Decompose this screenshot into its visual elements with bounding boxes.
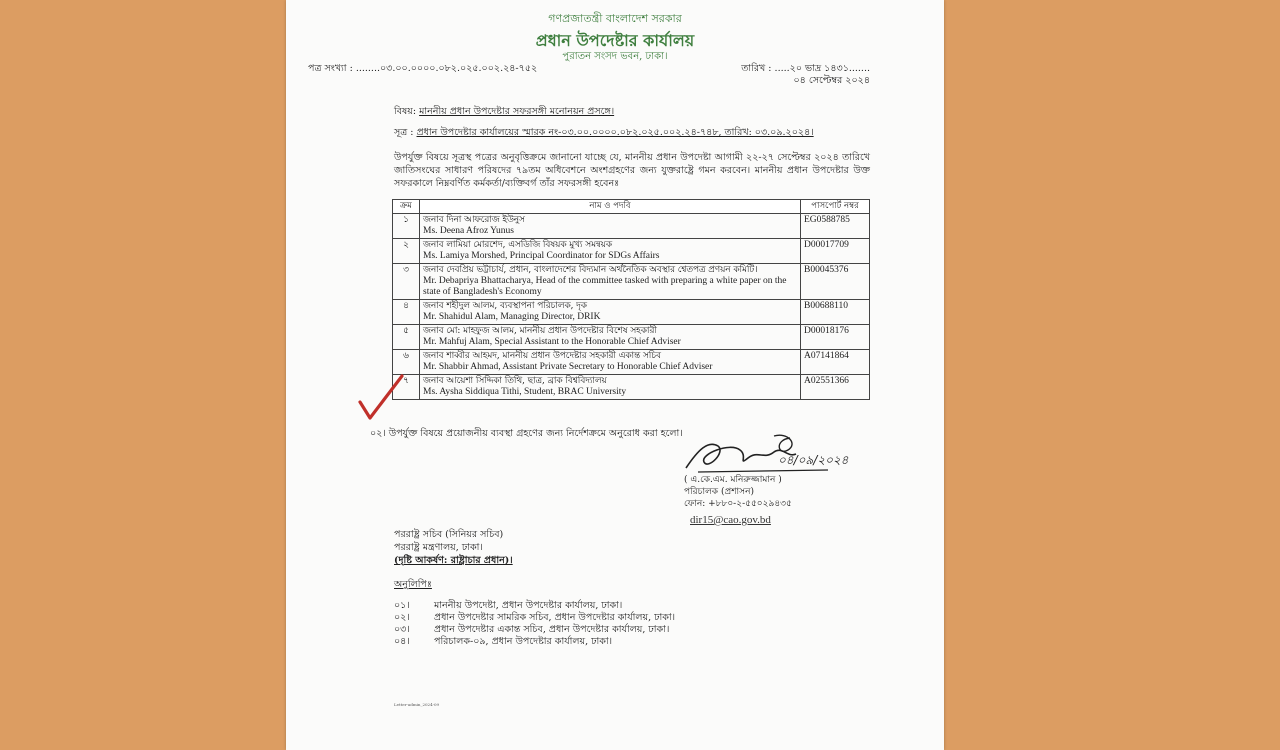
row-passport: B00045376 (801, 264, 870, 300)
row-serial: ৫ (393, 325, 420, 350)
row-passport: EG0588785 (801, 214, 870, 239)
row-name (420, 239, 801, 264)
table-row (393, 325, 870, 350)
signatory-block (684, 474, 792, 510)
document-page (286, 0, 944, 750)
reference-text: প্রধান উপদেষ্টার কার্যালয়ের স্মারক নং-০৩.০০.০০০০.০৮২.০২৫.০০২.২৪-৭৪৮, তারিখ: ০৩.০৯.২০২৪। (416, 127, 814, 138)
memo-label: পত্র সংখ্যা : (308, 63, 353, 74)
reference-label: সূত্র : (394, 127, 414, 138)
name-bangla: জনাব দেবপ্রিয় ভট্টাচার্য, প্রধান, বাংলাদেশের বিদ্যমান অর্থনৈতিক অবস্থার শ্বেতপত্র প্রণয়ন কমিটি। (423, 265, 758, 275)
name-english: Ms. Deena Afroz Yunus (423, 226, 514, 236)
office-name: প্রধান উপদেষ্টার কার্যালয় (535, 31, 695, 50)
copy-text: প্রধান উপদেষ্টার সামরিক সচিব, প্রধান উপদেষ্টার কার্যালয়, ঢাকা। (434, 612, 676, 623)
memo-date (741, 63, 870, 87)
row-serial: ৬ (393, 350, 420, 375)
table-row (393, 350, 870, 375)
name-english: Mr. Debapriya Bhattacharya, Head of the committee tasked with preparing a white paper on the state of Bangladesh's Economy (423, 276, 787, 297)
row-passport: B00688110 (801, 300, 870, 325)
table-row (393, 300, 870, 325)
date-bangla: .....২০ ভাদ্র ১৪৩১....... (774, 63, 870, 74)
list-item (394, 636, 675, 648)
row-name (420, 325, 801, 350)
row-serial: ৭ (393, 375, 420, 400)
paragraph-number: ০২। (370, 428, 386, 439)
name-english: Mr. Shabbir Ahmad, Assistant Private Secretary to Honorable Chief Adviser (423, 362, 713, 372)
signatory-phone: ফোন: +৮৮০-২-৫৫০২৯৪৩৫ (684, 499, 792, 509)
name-english: Ms. Lamiya Morshed, Principal Coordinator for SDGs Affairs (423, 251, 660, 261)
row-passport: D00017709 (801, 239, 870, 264)
red-tick-mark (356, 372, 406, 422)
name-bangla: জনাব আয়েশা সিদ্দিকা তিথি, ছাত্র, ব্রাক বিশ্ববিদ্যালয় (423, 376, 607, 386)
request-paragraph (370, 428, 683, 440)
name-bangla: জনাব শহীদুল আলম, ব্যবস্থাপনা পরিচালক, দৃক (423, 301, 587, 311)
paragraph-text: উপর্যুক্ত বিষয়ে প্রয়োজনীয় ব্যবস্থা গ্রহণের জন্য নির্দেশক্রমে অনুরোধ করা হলো। (388, 428, 683, 439)
copies-list (394, 600, 675, 648)
government-name: গণপ্রজাতন্ত্রী বাংলাদেশ সরকার (548, 12, 682, 25)
header-serial: ক্রম (393, 200, 420, 214)
name-bangla: জনাব লামিয়া মোরশেদ, এসডিজি বিষয়ক মুখ্য সমন্বয়ক (423, 240, 612, 250)
copy-number: ০১। (394, 600, 410, 611)
reference-line (394, 127, 814, 139)
memo-value: ........০৩.০০.০০০০.০৮২.০২৫.০০২.২৪-৭৫২ (355, 63, 538, 74)
subject-text: মাননীয় প্রধান উপদেষ্টার সফরসঙ্গী মনোনয়ন প্রসঙ্গে। (419, 106, 615, 117)
handwritten-signature (678, 430, 858, 480)
signatory-name: ( এ.কে.এম. মনিরুজ্জামান ) (684, 475, 782, 485)
list-item (394, 612, 675, 624)
table-header-row (393, 200, 870, 214)
name-bangla: জনাব শাব্বীর আহমদ, মাননীয় প্রধান উপদেষ্টার সহকারী একান্ত সচিব (423, 351, 661, 361)
list-item (394, 600, 675, 612)
addressee-line: পররাষ্ট্র সচিব (সিনিয়র সচিব) (394, 529, 504, 540)
table-row (393, 375, 870, 400)
table-row (393, 239, 870, 264)
name-english: Mr. Mahfuj Alam, Special Assistant to the Honorable Chief Adviser (423, 337, 681, 347)
copy-text: মাননীয় উপদেষ্টা, প্রধান উপদেষ্টার কার্যালয়, ঢাকা। (434, 600, 623, 611)
subject-label: বিষয়: (394, 106, 417, 117)
row-serial: ২ (393, 239, 420, 264)
copy-number: ০২। (394, 612, 410, 623)
name-bangla: জনাব মো: মাহফুজ আলম, মাননীয় প্রধান উপদেষ্টার বিশেষ সহকারী (423, 326, 657, 336)
delegation-table (392, 199, 870, 400)
date-label: তারিখ : (741, 63, 772, 74)
signatory-title: পরিচালক (প্রশাসন) (684, 487, 754, 497)
row-passport: A02551366 (801, 375, 870, 400)
name-bangla: জনাব দিনা আফরোজ ইউনুস (423, 215, 525, 225)
row-serial: ৩ (393, 264, 420, 300)
copy-number: ০৩। (394, 624, 410, 635)
addressee-block (394, 528, 513, 567)
signature-date: ০৪/০৯/২০২৪ (778, 453, 849, 467)
row-name (420, 214, 801, 239)
office-address: পুরাতন সংসদ ভবন, ঢাকা। (562, 51, 668, 62)
row-name (420, 350, 801, 375)
name-english: Mr. Shahidul Alam, Managing Director, DRIK (423, 312, 601, 322)
header-name: নাম ও পদবি (420, 200, 801, 214)
table-row (393, 264, 870, 300)
row-passport: D00018176 (801, 325, 870, 350)
copy-text: প্রধান উপদেষ্টার একান্ত সচিব, প্রধান উপদেষ্টার কার্যালয়, ঢাকা। (434, 624, 670, 635)
footer-code: Letter-admin_2024-09 (394, 702, 440, 707)
row-passport: A07141864 (801, 350, 870, 375)
table-row (393, 214, 870, 239)
row-serial: ১ (393, 214, 420, 239)
copy-text: পরিচালক-০৯, প্রধান উপদেষ্টার কার্যালয়, ঢাকা। (434, 636, 613, 647)
signatory-email: dir15@cao.gov.bd (690, 514, 771, 526)
row-serial: ৪ (393, 300, 420, 325)
body-paragraph: উপর্যুক্ত বিষয়ে সূত্রস্থ পত্রের অনুবৃত্তিক্রমে জানানো যাচ্ছে যে, মাননীয় প্রধান উপদেষ্টা আগামী ২২-২৭ সেপ্টেম্বর ২০২৪ তারিখে জাতিসংঘের সাধারণ পরিষদের ৭৯তম অধিবেশনে অংশগ্রহণের জন্য যুক্তরাষ্ট্রে গমন করবেন। মাননীয় প্রধান উপদেষ্টার উক্ত সফরকালে নিম্নবর্ণিত কর্মকর্তা/ব্যক্তিবর্গ তাঁর সফরসঙ্গী হবেনঃ (394, 152, 870, 189)
row-name (420, 300, 801, 325)
name-english: Ms. Aysha Siddiqua Tithi, Student, BRAC University (423, 387, 627, 397)
row-name (420, 375, 801, 400)
list-item (394, 624, 675, 636)
row-name (420, 264, 801, 300)
copy-number: ০৪। (394, 636, 410, 647)
addressee-line: পররাষ্ট্র মন্ত্রণালয়, ঢাকা। (394, 542, 483, 553)
subject-line (394, 106, 614, 118)
attention-line: (দৃষ্টি আকর্ষণ: রাষ্ট্রাচার প্রধান)। (394, 555, 513, 566)
date-english: ০৪ সেপ্টেম্বর ২০২৪ (793, 75, 870, 86)
header-passport: পাসপোর্ট নম্বর (801, 200, 870, 214)
memo-number (308, 63, 537, 75)
copies-label: অনুলিপিঃ (394, 579, 432, 590)
